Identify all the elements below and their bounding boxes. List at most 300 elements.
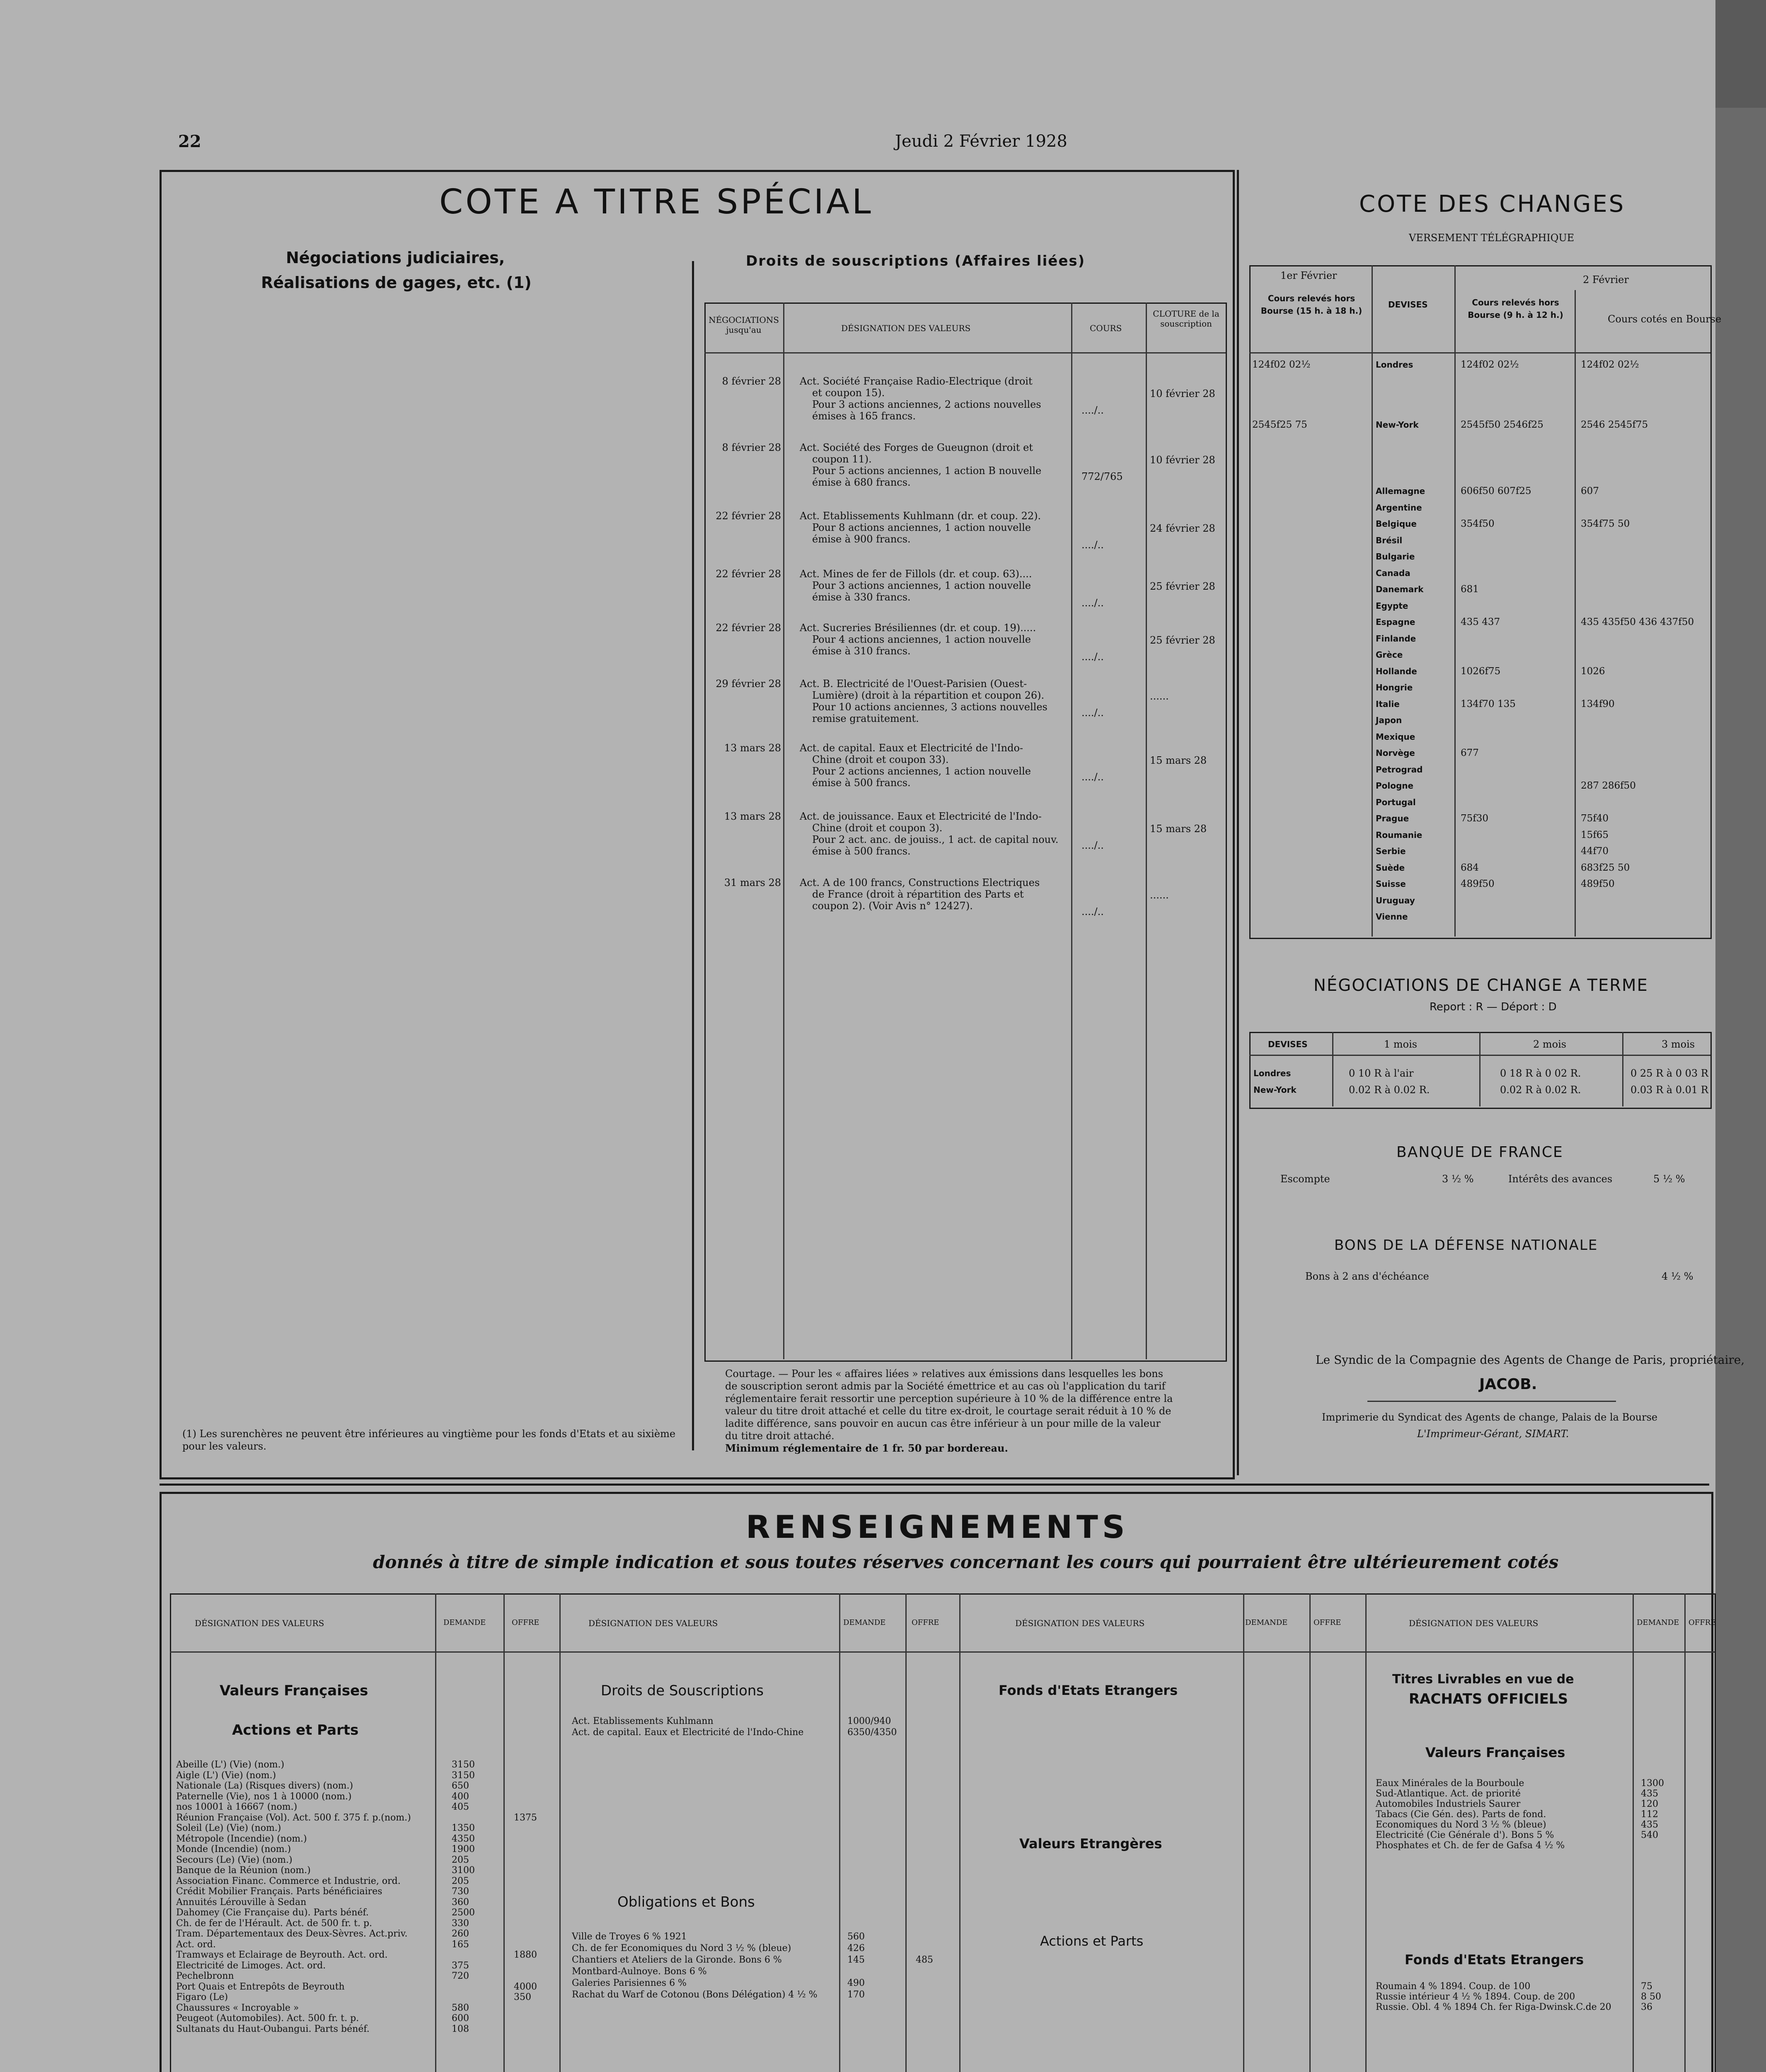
- change-devise: Grèce: [1376, 650, 1403, 660]
- rens-row-demande: 1300: [1641, 1778, 1664, 1789]
- rens-row-name: Figaro (Le): [176, 1992, 228, 2002]
- droit-designation-line: Pour 10 actions anciennes, 3 actions nouvelles: [812, 701, 1048, 713]
- droit-designation-line: Act. de capital. Eaux et Electricité de l'Indo-: [800, 742, 1023, 754]
- rens-row-name: Chaussures « Incroyable »: [176, 2002, 299, 2013]
- rens-row-demande: 205: [452, 1876, 469, 1886]
- droit-designation-line: émises à 165 francs.: [812, 410, 916, 422]
- rens-row-name: Dahomey (Cie Française du). Parts bénéf.: [176, 1907, 369, 1918]
- col-designation: DÉSIGNATION DES VALEURS: [841, 323, 971, 333]
- terme-m2-1: 0 18 R à 0 02 R.: [1500, 1067, 1581, 1079]
- rens-row-name: Phosphates et Ch. de fer de Gafsa 4 ½ %: [1376, 1840, 1565, 1851]
- header-designation: DÉSIGNATION DES VALEURS: [1409, 1618, 1539, 1628]
- rens-row-name: Electricité de Limoges. Act. ord.: [176, 1960, 326, 1971]
- c4-heading-1: Valeurs Françaises: [1425, 1745, 1565, 1760]
- rens-row-demande: 490: [847, 1978, 865, 1988]
- droit-designation-line: Chine (droit et coupon 33).: [812, 754, 949, 765]
- table-rule: [1575, 290, 1576, 937]
- rens-row-name: Tabacs (Cie Gén. des). Parts de fond.: [1376, 1809, 1546, 1820]
- h-cours1: Cours relevés hors Bourse (15 h. à 18 h.): [1260, 293, 1362, 316]
- terme-m2-2: 0.02 R à 0.02 R.: [1500, 1084, 1581, 1096]
- rens-row-demande: 205: [452, 1854, 469, 1865]
- rens-row-demande: 108: [452, 2024, 469, 2034]
- col-negociations: NÉGOCIATIONS jusqu'au: [709, 315, 779, 335]
- droit-cours: ..../..: [1081, 539, 1104, 551]
- rens-row-demande: 580: [452, 2002, 469, 2013]
- change-c2: 606f50 607f25: [1461, 486, 1531, 496]
- rens-row-name: Chantiers et Ateliers de la Gironde. Bons 6 %: [572, 1955, 782, 1965]
- change-c3: 683f25 50: [1581, 862, 1630, 873]
- terme-dev-2: New-York: [1253, 1085, 1297, 1095]
- rens-row-demande: 3150: [452, 1760, 475, 1770]
- courtage-l2: de souscription seront admis par la Société émettrice et au cas où l'application du tarif: [725, 1380, 1166, 1392]
- terme-title: NÉGOCIATIONS DE CHANGE A TERME: [1314, 976, 1648, 995]
- rens-row-name: Ch. de fer Economiques du Nord 3 ½ % (bleue): [572, 1943, 791, 1953]
- droit-designation-line: Act. Etablissements Kuhlmann (dr. et coup. 22).: [800, 510, 1041, 522]
- change-devise: Serbie: [1376, 846, 1406, 856]
- change-devise: Japon: [1376, 715, 1402, 725]
- rens-row-offre: 1880: [514, 1950, 537, 1960]
- droit-cloture: ......: [1150, 889, 1169, 901]
- rens-row-name: Nationale (La) (Risques divers) (nom.): [176, 1781, 353, 1791]
- droit-cours: ..../..: [1081, 707, 1104, 719]
- c3-heading-2: Valeurs Etrangères: [1019, 1836, 1162, 1852]
- droit-negociation: 22 février 28: [716, 622, 781, 634]
- change-c3: 75f40: [1581, 813, 1609, 824]
- rens-row-name: Paternelle (Vie), nos 1 à 10000 (nom.): [176, 1791, 352, 1802]
- terme-h-3: 3 mois: [1662, 1038, 1695, 1050]
- rens-row-demande: 112: [1641, 1809, 1658, 1820]
- droit-designation-line: Chine (droit et coupon 3).: [812, 822, 943, 834]
- droit-cours: 772/765: [1081, 471, 1123, 482]
- rens-row-demande: 426: [847, 1943, 865, 1953]
- droit-cours: ..../..: [1081, 771, 1104, 783]
- droit-cloture: 15 mars 28: [1150, 823, 1207, 835]
- change-devise: Suisse: [1376, 879, 1406, 889]
- rens-row-offre: 350: [514, 1992, 531, 2002]
- courtage-l6: du titre droit attaché.: [725, 1430, 835, 1442]
- table-rule: [1372, 265, 1373, 937]
- droit-designation-line: émise à 330 francs.: [812, 591, 911, 603]
- rens-row-name: Roumain 4 % 1894. Coup. de 100: [1376, 1981, 1531, 1992]
- droit-negociation: 22 février 28: [716, 568, 781, 580]
- h-cours3: Cours cotés en Bourse: [1608, 313, 1722, 325]
- rens-row-demande: 560: [847, 1932, 865, 1942]
- change-devise: Finlande: [1376, 633, 1416, 644]
- droit-cloture: 25 février 28: [1150, 581, 1215, 592]
- table-rule: [1365, 1593, 1367, 2072]
- rens-row-demande: 600: [452, 2013, 469, 2024]
- rens-row-demande: 400: [452, 1791, 469, 1802]
- rens-row-name: Métropole (Incendie) (nom.): [176, 1833, 307, 1844]
- droits-heading: Droits de souscriptions (Affaires liées): [746, 253, 1086, 269]
- header-demande: DEMANDE: [443, 1618, 486, 1627]
- droit-designation-line: émise à 900 francs.: [812, 533, 911, 545]
- droit-designation-line: de France (droit à répartition des Parts et: [812, 888, 1024, 900]
- droit-cloture: 15 mars 28: [1150, 755, 1207, 766]
- table-rule: [170, 1651, 1715, 1653]
- bons-title: BONS DE LA DÉFENSE NATIONALE: [1334, 1237, 1598, 1254]
- change-devise: Hollande: [1376, 666, 1417, 676]
- change-c3: 489f50: [1581, 879, 1615, 889]
- droit-cours: ..../..: [1081, 651, 1104, 663]
- droit-designation-line: coupon 11).: [812, 453, 872, 465]
- change-devise: Uruguay: [1376, 895, 1415, 905]
- rens-row-name: Sultanats du Haut-Oubangui. Parts bénéf.: [176, 2024, 370, 2034]
- changes-title: COTE DES CHANGES: [1359, 191, 1626, 218]
- change-c3: 134f90: [1581, 698, 1615, 709]
- change-c2: 354f50: [1461, 518, 1495, 529]
- rens-row-demande: 3150: [452, 1770, 475, 1781]
- rens-row-name: Port Quais et Entrepôts de Beyrouth: [176, 1981, 345, 1992]
- change-devise: Brésil: [1376, 535, 1403, 545]
- divider: [160, 1484, 1709, 1486]
- header-demande: DEMANDE: [1637, 1618, 1679, 1627]
- rens-row-name: Russie. Obl. 4 % 1894 Ch. fer Riga-Dwinsk.C.de 20: [1376, 2002, 1611, 2012]
- h-cours2: Cours relevés hors Bourse (9 h. à 12 h.): [1468, 298, 1563, 320]
- header-offre: OFFRE: [512, 1618, 539, 1627]
- change-c2: 124f02 02½: [1461, 359, 1519, 370]
- h-devises: DEVISES: [1388, 300, 1428, 310]
- terme-h-1: 1 mois: [1384, 1038, 1418, 1050]
- rule: [1367, 1401, 1616, 1402]
- droit-negociation: 31 mars 28: [724, 877, 781, 888]
- terme-subtitle: Report : R — Déport : D: [1430, 1001, 1557, 1013]
- change-devise: Petrograd: [1376, 764, 1423, 775]
- table-rule: [1249, 352, 1710, 353]
- table-rule: [1332, 1032, 1333, 1106]
- droit-designation-line: émise à 310 francs.: [812, 645, 911, 657]
- change-devise: Italie: [1376, 699, 1400, 709]
- header-offre: OFFRE: [1689, 1618, 1716, 1627]
- change-devise: Roumanie: [1376, 830, 1422, 840]
- h-1fev: 1er Février: [1280, 270, 1337, 281]
- table-rule: [1633, 1593, 1634, 2072]
- realisations-heading: Réalisations de gages, etc. (1): [261, 274, 532, 292]
- droit-designation-line: Act. Société Française Radio-Electrique (droit: [800, 375, 1033, 387]
- droit-designation-line: et coupon 15).: [812, 387, 885, 399]
- rens-row-demande: 165: [452, 1939, 469, 1950]
- rens-row-name: Peugeot (Automobiles). Act. 500 fr. t. p.: [176, 2013, 359, 2024]
- table-rule: [1622, 1032, 1623, 1106]
- rens-row-name: Abeille (L') (Vie) (nom.): [176, 1760, 285, 1770]
- rens-row-offre: 1375: [514, 1812, 537, 1823]
- change-c3: 124f02 02½: [1581, 359, 1639, 370]
- rens-row-demande: 1000/940: [847, 1716, 891, 1726]
- change-devise: Norvège: [1376, 748, 1415, 758]
- c1-heading-1: Valeurs Françaises: [220, 1682, 368, 1699]
- change-devise: Danemark: [1376, 584, 1424, 594]
- change-devise: Hongrie: [1376, 683, 1413, 692]
- table-rule: [559, 1593, 561, 2072]
- bons-value: 4 ½ %: [1662, 1271, 1693, 1282]
- cote-titre-title: COTE A TITRE SPÉCIAL: [439, 182, 873, 222]
- change-c2: 134f70 135: [1461, 698, 1516, 709]
- rens-row-name: Tramways et Eclairage de Beyrouth. Act. ord.: [176, 1950, 388, 1960]
- header-offre: OFFRE: [912, 1618, 939, 1627]
- table-rule: [1479, 1032, 1481, 1106]
- terme-dev-1: Londres: [1253, 1068, 1291, 1078]
- syndic-name: JACOB.: [1479, 1376, 1537, 1393]
- divider: [1237, 170, 1239, 1475]
- droit-designation-line: Pour 2 actions anciennes, 1 action nouvelle: [812, 765, 1031, 777]
- droit-negociation: 8 février 28: [722, 442, 781, 453]
- rens-row-name: Association Financ. Commerce et Industrie, ord.: [176, 1876, 401, 1886]
- droit-negociation: 8 février 28: [722, 375, 781, 387]
- rens-row-name: Annuités Lérouville à Sedan: [176, 1897, 307, 1907]
- change-c1: 124f02 02½: [1252, 359, 1311, 370]
- terme-m3-2: 0.03 R à 0.01 R: [1631, 1084, 1708, 1096]
- header-designation: DÉSIGNATION DES VALEURS: [195, 1618, 324, 1628]
- droit-designation-line: Pour 8 actions anciennes, 1 action nouvelle: [812, 522, 1031, 533]
- rens-row-demande: 330: [452, 1918, 469, 1929]
- rens-row-demande: 8 50: [1641, 1992, 1661, 2002]
- change-devise: Canada: [1376, 568, 1410, 578]
- rens-row-name: Tram. Départementaux des Deux-Sèvres. Act.priv.: [176, 1929, 408, 1939]
- change-devise: Egypte: [1376, 600, 1408, 611]
- change-devise: Prague: [1376, 813, 1409, 823]
- rens-row-name: Pechelbronn: [176, 1971, 234, 1981]
- rens-row-name: Monde (Incendie) (nom.): [176, 1844, 291, 1854]
- rens-row-demande: 4350: [452, 1833, 475, 1844]
- c4-heading-0b: RACHATS OFFICIELS: [1409, 1691, 1568, 1707]
- droit-negociation: 13 mars 28: [724, 742, 781, 754]
- syndic-line: Le Syndic de la Compagnie des Agents de Change de Paris, propriétaire,: [1316, 1353, 1745, 1367]
- change-devise: Bulgarie: [1376, 552, 1415, 562]
- change-devise: Pologne: [1376, 781, 1414, 791]
- droit-designation-line: Act. A de 100 francs, Constructions Electriques: [800, 877, 1040, 888]
- rens-row-name: nos 10001 à 16667 (nom.): [176, 1802, 298, 1812]
- renseignements-subtitle: donnés à titre de simple indication et sous toutes réserves concernant les cours qui pourraient être ultérieurement cotés: [373, 1552, 1559, 1572]
- change-devise: Belgique: [1376, 519, 1417, 529]
- rens-row-demande: 375: [452, 1960, 469, 1971]
- rens-row-name: Economiques du Nord 3 ½ % (bleue): [1376, 1820, 1546, 1830]
- courtage-l3: réglementaire ferait ressortir une perception supérieure à 10 % de la différence entre la: [725, 1393, 1173, 1404]
- courtage-l7: Minimum réglementaire de 1 fr. 50 par bordereau.: [725, 1442, 1008, 1454]
- table-rule: [839, 1593, 840, 2072]
- rens-row-name: Galeries Parisiennes 6 %: [572, 1978, 687, 1988]
- rens-row-name: Act. de capital. Eaux et Electricité de l'Indo-Chine: [572, 1727, 804, 1738]
- negociations-heading: Négociations judiciaires,: [286, 249, 505, 267]
- rens-row-name: Réunion Française (Vol). Act. 500 f. 375 f. p.(nom.): [176, 1812, 411, 1823]
- col-cours: COURS: [1090, 323, 1122, 333]
- rens-row-demande: 2500: [452, 1907, 475, 1918]
- table-rule: [1684, 1593, 1686, 2072]
- rens-row-name: Rachat du Warf de Cotonou (Bons Délégation) 4 ½ %: [572, 1990, 818, 2000]
- change-devise: Suède: [1376, 862, 1405, 873]
- change-c3: 607: [1581, 486, 1599, 496]
- change-c2: 75f30: [1461, 813, 1489, 824]
- rens-row-name: Russie intérieur 4 ½ % 1894. Coup. de 200: [1376, 1992, 1575, 2002]
- change-devise: Espagne: [1376, 617, 1415, 627]
- droit-designation-line: Act. Mines de fer de Fillols (dr. et coup. 63)....: [800, 568, 1032, 580]
- col-cloture: CLOTURE de la souscription: [1153, 309, 1219, 329]
- droit-designation-line: Act. B. Electricité de l'Ouest-Parisien (Ouest-: [800, 678, 1027, 690]
- rens-row-offre: 485: [916, 1955, 933, 1965]
- rens-row-demande: 3100: [452, 1865, 475, 1876]
- escompte-label: Escompte: [1280, 1173, 1330, 1185]
- rens-row-name: Electricité (Cie Générale d'). Bons 5 %: [1376, 1830, 1554, 1840]
- droit-cours: ..../..: [1081, 840, 1104, 851]
- droit-cloture: 10 février 28: [1150, 388, 1215, 399]
- header-offre: OFFRE: [1314, 1618, 1341, 1627]
- rens-row-demande: 435: [1641, 1789, 1658, 1799]
- rens-row-name: Ch. de fer de l'Hérault. Act. de 500 fr. t. p.: [176, 1918, 373, 1929]
- rens-row-demande: 260: [452, 1929, 469, 1939]
- header-designation: DÉSIGNATION DES VALEURS: [1015, 1618, 1145, 1628]
- droit-cours: ..../..: [1081, 404, 1104, 416]
- imprimerie-line: Imprimerie du Syndicat des Agents de change, Palais de la Bourse: [1322, 1411, 1658, 1423]
- rens-row-name: Soleil (Le) (Vie) (nom.): [176, 1823, 281, 1833]
- rens-row-name: Secours (Le) (Vie) (nom.): [176, 1854, 293, 1865]
- change-devise: New-York: [1376, 420, 1419, 430]
- droit-cloture: ......: [1150, 690, 1169, 702]
- c4-heading-2: Fonds d'Etats Etrangers: [1405, 1952, 1584, 1968]
- change-devise: Allemagne: [1376, 486, 1425, 496]
- table-rule: [1454, 265, 1456, 937]
- table-rule: [783, 303, 784, 1359]
- rens-row-demande: 720: [452, 1971, 469, 1981]
- change-c2: 681: [1461, 584, 1479, 595]
- rens-row-demande: 36: [1641, 2002, 1652, 2012]
- c1-heading-2: Actions et Parts: [232, 1722, 359, 1738]
- terme-h-devises: DEVISES: [1268, 1039, 1308, 1049]
- table-rule: [1071, 303, 1072, 1359]
- change-c2: 1026f75: [1461, 666, 1501, 677]
- rens-row-demande: 360: [452, 1897, 469, 1907]
- terme-m1-2: 0.02 R à 0.02 R.: [1349, 1084, 1430, 1096]
- change-c2: 489f50: [1461, 879, 1495, 889]
- droit-negociation: 22 février 28: [716, 510, 781, 522]
- rens-row-demande: 650: [452, 1781, 469, 1791]
- change-c3: 44f70: [1581, 846, 1609, 857]
- terme-h-2: 2 mois: [1533, 1038, 1567, 1050]
- surencheres-note: (1) Les surenchères ne peuvent être inférieures au vingtième pour les fonds d'Etats et au sixième pour les valeurs.: [182, 1428, 676, 1452]
- droit-designation-line: Act. de jouissance. Eaux et Electricité de l'Indo-: [800, 811, 1042, 822]
- interets-value: 5 ½ %: [1653, 1173, 1685, 1185]
- change-devise: Mexique: [1376, 731, 1415, 742]
- droit-designation-line: coupon 2). (Voir Avis n° 12427).: [812, 900, 973, 912]
- terme-m1-1: 0 10 R à l'air: [1349, 1067, 1414, 1079]
- droit-cloture: 24 février 28: [1150, 523, 1215, 534]
- change-c2: 677: [1461, 748, 1479, 758]
- rens-row-name: Act. Etablissements Kuhlmann: [572, 1716, 714, 1726]
- change-c3: 287 286f50: [1581, 780, 1636, 791]
- droit-cours: ..../..: [1081, 906, 1104, 917]
- change-c2: 684: [1461, 862, 1479, 873]
- droit-designation-line: émise à 680 francs.: [812, 477, 911, 488]
- rens-row-name: Banque de la Réunion (nom.): [176, 1865, 311, 1876]
- courtage-l1: Courtage. — Pour les « affaires liées » relatives aux émissions dans lesquelles les bons: [725, 1368, 1164, 1380]
- c3-heading-1: Fonds d'Etats Etrangers: [999, 1682, 1178, 1698]
- changes-subtitle: VERSEMENT TÉLÉGRAPHIQUE: [1409, 232, 1575, 244]
- rens-row-demande: 540: [1641, 1830, 1658, 1840]
- table-rule: [1243, 1593, 1244, 2072]
- droit-designation-line: émise à 500 francs.: [812, 845, 911, 857]
- droit-cloture: 25 février 28: [1150, 634, 1215, 646]
- rens-row-name: Automobiles Industriels Saurer: [1376, 1799, 1521, 1809]
- droit-designation-line: Pour 5 actions anciennes, 1 action B nouvelle: [812, 465, 1042, 477]
- rens-row-offre: 4000: [514, 1981, 537, 1992]
- rens-row-demande: 75: [1641, 1981, 1652, 1992]
- change-c3: 2546 2545f75: [1581, 419, 1648, 430]
- droit-designation-line: Act. Société des Forges de Gueugnon (droit et: [800, 442, 1033, 453]
- change-c2: 2545f50 2546f25: [1461, 419, 1543, 430]
- table-rule: [435, 1593, 436, 2072]
- c2-heading-1: Droits de Souscriptions: [601, 1682, 764, 1699]
- banque-title: BANQUE DE FRANCE: [1396, 1144, 1563, 1161]
- page-edge: [1715, 108, 1766, 2072]
- rens-row-name: Sud-Atlantique. Act. de priorité: [1376, 1789, 1521, 1799]
- droit-designation-line: Act. Sucreries Brésiliennes (dr. et coup. 19).....: [800, 622, 1036, 634]
- droit-designation-line: émise à 500 francs.: [812, 777, 911, 789]
- droit-designation-line: Pour 4 actions anciennes, 1 action nouvelle: [812, 634, 1031, 645]
- rens-row-name: Aigle (L') (Vie) (nom.): [176, 1770, 276, 1781]
- courtage-l4: valeur du titre droit attaché et celle du titre ex-droit, le courtage serait réduit à 10 % de: [725, 1405, 1171, 1417]
- header-demande: DEMANDE: [1245, 1618, 1288, 1627]
- c3-heading-3: Actions et Parts: [1040, 1933, 1144, 1949]
- table-rule: [959, 1593, 960, 2072]
- rens-row-name: Crédit Mobilier Français. Parts bénéficiaires: [176, 1886, 382, 1897]
- droit-negociation: 13 mars 28: [724, 811, 781, 822]
- renseignements-title: RENSEIGNEMENTS: [746, 1508, 1129, 1545]
- rens-row-name: Eaux Minérales de la Bourboule: [1376, 1778, 1524, 1789]
- c4-heading-0a: Titres Livrables en vue de: [1392, 1672, 1574, 1687]
- change-devise: Londres: [1376, 360, 1413, 370]
- change-c3: 1026: [1581, 666, 1605, 677]
- change-c2: 435 437: [1461, 617, 1500, 627]
- c2-heading-2: Obligations et Bons: [617, 1894, 755, 1910]
- rens-row-demande: 145: [847, 1955, 865, 1965]
- imprimeur-line: L'Imprimeur-Gérant, SIMART.: [1417, 1428, 1569, 1440]
- table-rule: [1146, 303, 1147, 1359]
- escompte-value: 3 ½ %: [1442, 1173, 1474, 1185]
- table-rule: [1309, 1593, 1311, 2072]
- rens-row-name: Montbard-Aulnoye. Bons 6 %: [572, 1966, 707, 1977]
- rens-row-demande: 6350/4350: [847, 1727, 897, 1738]
- terme-m3-1: 0 25 R à 0 03 R: [1631, 1067, 1708, 1079]
- droit-cours: ..../..: [1081, 597, 1104, 609]
- page-date: Jeudi 2 Février 1928: [895, 132, 1067, 151]
- rens-row-name: Ville de Troyes 6 % 1921: [572, 1932, 687, 1942]
- droit-negociation: 29 février 28: [716, 678, 781, 690]
- courtage-l5: ladite différence, sans pouvoir en aucun cas être inférieur à un pour mille de la valeur: [725, 1418, 1161, 1429]
- interets-label: Intérêts des avances: [1508, 1173, 1613, 1185]
- change-c1: 2545f25 75: [1252, 419, 1307, 430]
- table-rule: [503, 1593, 505, 2072]
- droit-designation-line: Lumière) (droit à la répartition et coupon 26).: [812, 690, 1045, 701]
- bons-line: Bons à 2 ans d'échéance: [1305, 1271, 1429, 1282]
- table-rule: [704, 352, 1226, 353]
- droit-designation-line: Pour 3 actions anciennes, 2 actions nouvelles: [812, 399, 1041, 410]
- droit-designation-line: remise gratuitement.: [812, 713, 919, 724]
- h-2fev: 2 Février: [1583, 274, 1629, 286]
- divider: [692, 261, 694, 1450]
- change-c3: 435 435f50 436 437f50: [1581, 617, 1694, 627]
- rens-row-demande: 435: [1641, 1820, 1658, 1830]
- rens-row-name: Act. ord.: [176, 1939, 216, 1950]
- page-number: 22: [178, 132, 201, 151]
- header-designation: DÉSIGNATION DES VALEURS: [588, 1618, 718, 1628]
- change-devise: Portugal: [1376, 797, 1416, 807]
- table-rule: [905, 1593, 907, 2072]
- change-devise: Vienne: [1376, 912, 1408, 922]
- rens-row-demande: 730: [452, 1886, 469, 1897]
- rens-row-demande: 1350: [452, 1823, 475, 1833]
- rens-row-demande: 120: [1641, 1799, 1658, 1809]
- change-c3: 354f75 50: [1581, 518, 1630, 529]
- change-devise: Argentine: [1376, 502, 1422, 513]
- header-demande: DEMANDE: [843, 1618, 886, 1627]
